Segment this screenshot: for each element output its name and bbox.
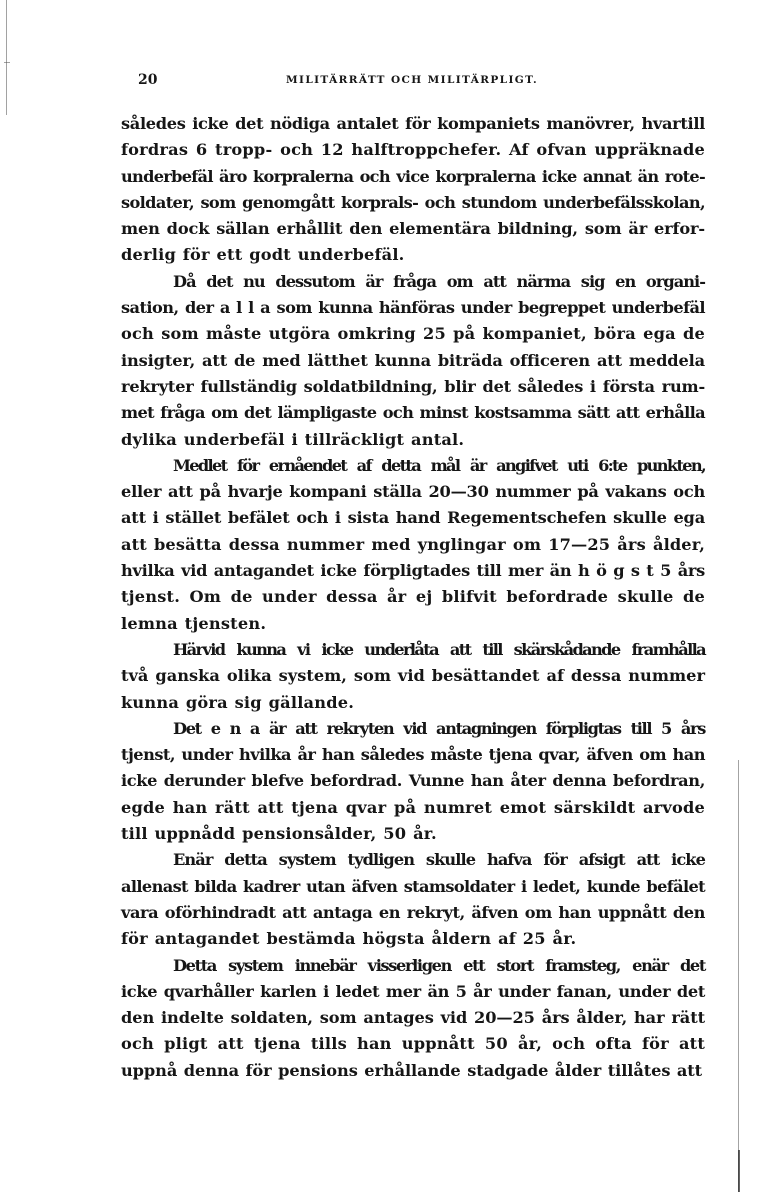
text-line: met fråga om det lämpligaste och minst kostsamma sätt att erhålla	[121, 403, 705, 423]
text-line: tjenst, under hvilka år han således måste tjena qvar, äfven om han	[121, 745, 705, 765]
text-line: allenast bilda kadrer utan äfven stamsoldater i ledet, kunde befälet	[121, 876, 705, 896]
scan-edge-mark	[738, 1150, 740, 1192]
text-line: två ganska olika system, som vid besättandet af dessa nummer	[121, 666, 705, 686]
scan-margin-tick	[4, 62, 10, 63]
text-line: underbefäl äro korpralerna och vice korpralerna icke annat än rote-	[121, 166, 705, 186]
paragraph	[121, 637, 705, 716]
text-line: Medlet för ernåendet af detta mål är angifvet uti 6:te punkten,	[173, 455, 705, 475]
text-line: rekryter fullständig soldatbildning, blir det således i första rum-	[121, 376, 705, 396]
text-line: fordras 6 tropp- och 12 halftroppchefer. Af ofvan uppräknade	[121, 140, 705, 160]
text-line: icke derunder blefve befordrad. Vunne han åter denna befordran,	[121, 771, 705, 791]
text-line: den indelte soldaten, som antages vid 20—25 års ålder, har rätt	[121, 1008, 705, 1028]
text-line: eller att på hvarje kompani ställa 20—30 nummer på vakans och	[121, 482, 705, 502]
text-line: att besätta dessa nummer med ynglingar om 17—25 års ålder,	[121, 534, 705, 554]
text-line: tjenst. Om de under dessa år ej blifvit befordrade skulle de	[121, 587, 705, 607]
text-line: soldater, som genomgått korprals- och stundom underbefälsskolan,	[121, 192, 705, 212]
text-line: och pligt att tjena tills han uppnått 50 år, och ofta för att	[121, 1034, 705, 1054]
paragraph	[121, 453, 705, 637]
text-line: uppnå denna för pensions erhållande stadgade ålder tillåtes att	[121, 1060, 703, 1080]
paragraph	[121, 953, 705, 1084]
paragraph	[121, 269, 705, 453]
text-line: dylika underbefäl i tillräckligt antal.	[121, 429, 465, 449]
scan-margin-line	[6, 0, 7, 115]
text-line: lemna tjensten.	[121, 613, 267, 633]
text-line: Det e n a är att rekryten vid antagningen förpligtas till 5 års	[173, 718, 705, 738]
text-line: till uppnådd pensionsålder, 50 år.	[121, 824, 437, 844]
page-number: 20	[138, 72, 158, 88]
scan-edge-line	[738, 760, 739, 1192]
text-line: att i stället befälet och i sista hand Regementschefen skulle ega	[121, 508, 705, 528]
page-header	[138, 72, 578, 92]
text-line: Detta system innebär visserligen ett stort framsteg, enär det	[173, 955, 705, 975]
text-line: vara oförhindradt att antaga en rekryt, äfven om han uppnått den	[121, 902, 705, 922]
paragraph	[121, 716, 705, 847]
text-line: men dock sällan erhållit den elementära bildning, som är erfor-	[121, 219, 705, 239]
text-line: insigter, att de med lätthet kunna biträda officeren att meddela	[121, 350, 705, 370]
text-line: Enär detta system tydligen skulle hafva för afsigt att icke	[173, 850, 705, 870]
text-line: således icke det nödiga antalet för kompaniets manövrer, hvartill	[121, 114, 705, 133]
text-line: sation, der a l l a som kunna hänföras under begreppet underbefäl	[121, 298, 705, 318]
text-line: Härvid kunna vi icke underlåta att till skärskådande framhålla	[173, 639, 705, 659]
body-text	[121, 111, 705, 1084]
text-line: derlig för ett godt underbefäl.	[121, 245, 405, 265]
text-line: hvilka vid antagandet icke förpligtades till mer än h ö g s t 5 års	[121, 561, 705, 581]
text-line: egde han rätt att tjena qvar på numret emot särskildt arvode	[121, 797, 705, 817]
running-title: MILITÄRRÄTT OCH MILITÄRPLIGT.	[286, 74, 539, 86]
text-line: och som måste utgöra omkring 25 på kompaniet, böra ega de	[121, 324, 705, 344]
paragraph	[121, 111, 705, 269]
text-line: kunna göra sig gällande.	[121, 692, 355, 712]
text-line: för antagandet bestämda högsta åldern af 25 år.	[121, 929, 577, 949]
text-line: Då det nu dessutom är fråga om att närma sig en organi-	[173, 271, 705, 291]
text-line: icke qvarhåller karlen i ledet mer än 5 år under fanan, under det	[121, 981, 705, 1001]
paragraph	[121, 847, 705, 952]
